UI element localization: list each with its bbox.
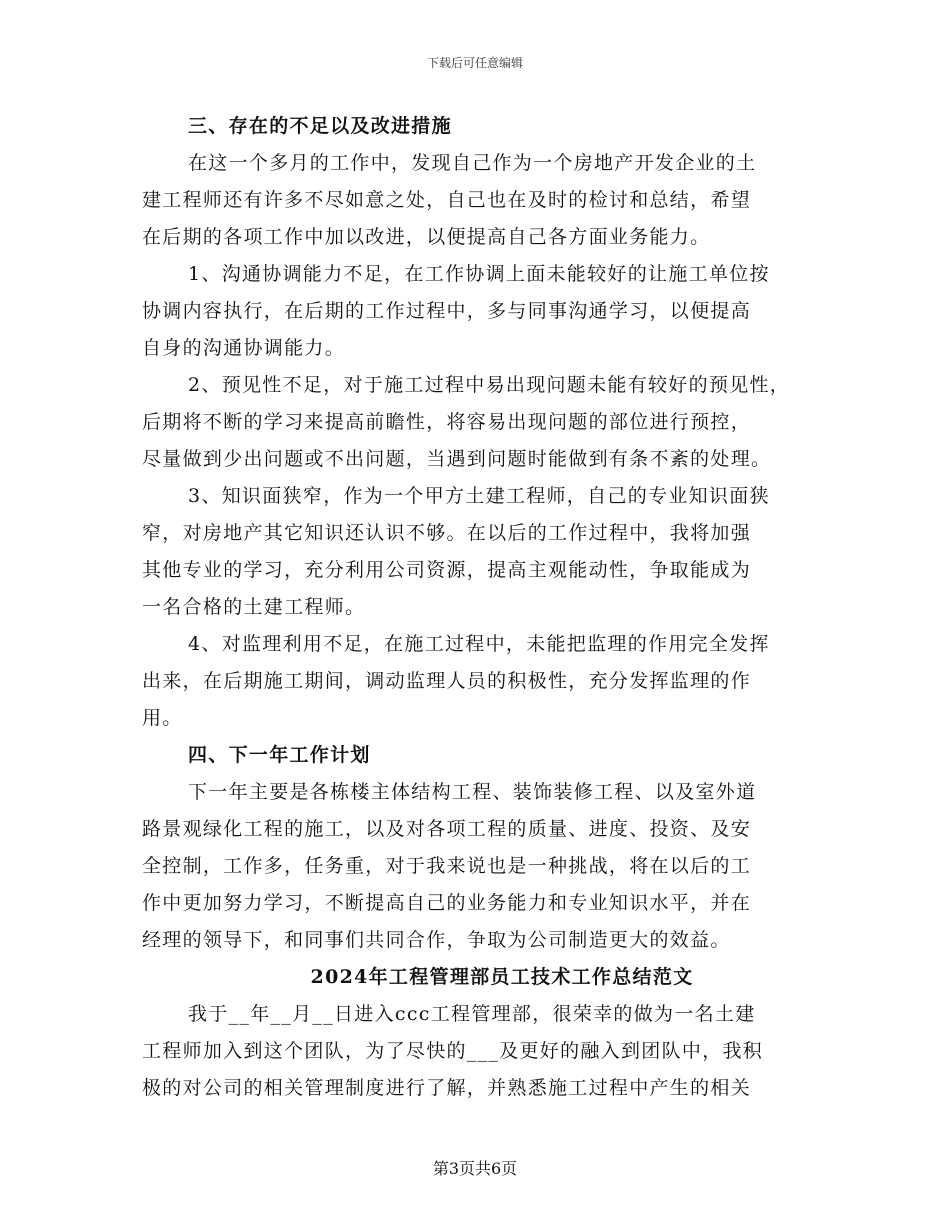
- page-number: 第3页共6页: [432, 1159, 518, 1178]
- paragraph-line: 作中更加努力学习，不断提高自己的业务能力和专业知识水平，并在: [142, 892, 752, 914]
- paragraph-line: 后期将不断的学习来提高前瞻性，将容易出现问题的部位进行预控，: [142, 411, 752, 433]
- paragraph-line: 窄，对房地产其它知识还认识不够。在以后的工作过程中，我将加强: [142, 522, 752, 544]
- document-title: 2024年工程管理部员工技术工作总结范文: [310, 966, 694, 988]
- paragraph-line: 建工程师还有许多不尽如意之处，自己也在及时的检讨和总结，希望: [142, 189, 752, 211]
- paragraph-line: 路景观绿化工程的施工，以及对各项工程的质量、进度、投资、及安: [142, 818, 752, 840]
- paragraph-line: 在后期的各项工作中加以改进，以便提高自己各方面业务能力。: [142, 226, 711, 248]
- paragraph-line: 下一年主要是各栋楼主体结构工程、装饰装修工程、以及室外道: [188, 781, 757, 803]
- paragraph-line: 4、对监理利用不足，在施工过程中，未能把监理的作用完全发挥: [188, 633, 770, 655]
- section-heading-shortcomings: 三、存在的不足以及改进措施: [188, 115, 452, 137]
- paragraph-line: 2、预见性不足，对于施工过程中易出现问题未能有较好的预见性，: [188, 374, 791, 396]
- paragraph-line: 用。: [142, 707, 183, 729]
- paragraph-line: 3、知识面狭窄，作为一个甲方土建工程师，自己的专业知识面狭: [188, 485, 770, 507]
- paragraph-line: 极的对公司的相关管理制度进行了解，并熟悉施工过程中产生的相关: [142, 1077, 752, 1099]
- page-header-note: 下载后可任意编辑: [426, 56, 523, 70]
- paragraph-line: 工程师加入到这个团队，为了尽快的___及更好的融入到团队中，我积: [142, 1040, 764, 1062]
- paragraph-line: 尽量做到少出问题或不出问题，当遇到问题时能做到有条不紊的处理。: [142, 448, 772, 470]
- paragraph-line: 协调内容执行，在后期的工作过程中，多与同事沟通学习，以便提高: [142, 300, 752, 322]
- paragraph-line: 自身的沟通协调能力。: [142, 337, 346, 359]
- paragraph-line: 1、沟通协调能力不足，在工作协调上面未能较好的让施工单位按: [188, 263, 770, 285]
- paragraph-line: 经理的领导下，和同事们共同合作，争取为公司制造更大的效益。: [142, 929, 731, 951]
- paragraph-line: 出来，在后期施工期间，调动监理人员的积极性，充分发挥监理的作: [142, 670, 752, 692]
- paragraph-line: 全控制，工作多，任务重，对于我来说也是一种挑战，将在以后的工: [142, 855, 752, 877]
- section-heading-next-year-plan: 四、下一年工作计划: [188, 744, 371, 766]
- paragraph-line: 我于__年__月__日进入ccc工程管理部，很荣幸的做为一名土建: [188, 1003, 756, 1025]
- paragraph-line: 在这一个多月的工作中，发现自己作为一个房地产开发企业的土: [188, 152, 757, 174]
- document-body: [142, 108, 822, 1107]
- paragraph-line: 其他专业的学习，充分利用公司资源，提高主观能动性，争取能成为: [142, 559, 752, 581]
- paragraph-line: 一名合格的土建工程师。: [142, 596, 366, 618]
